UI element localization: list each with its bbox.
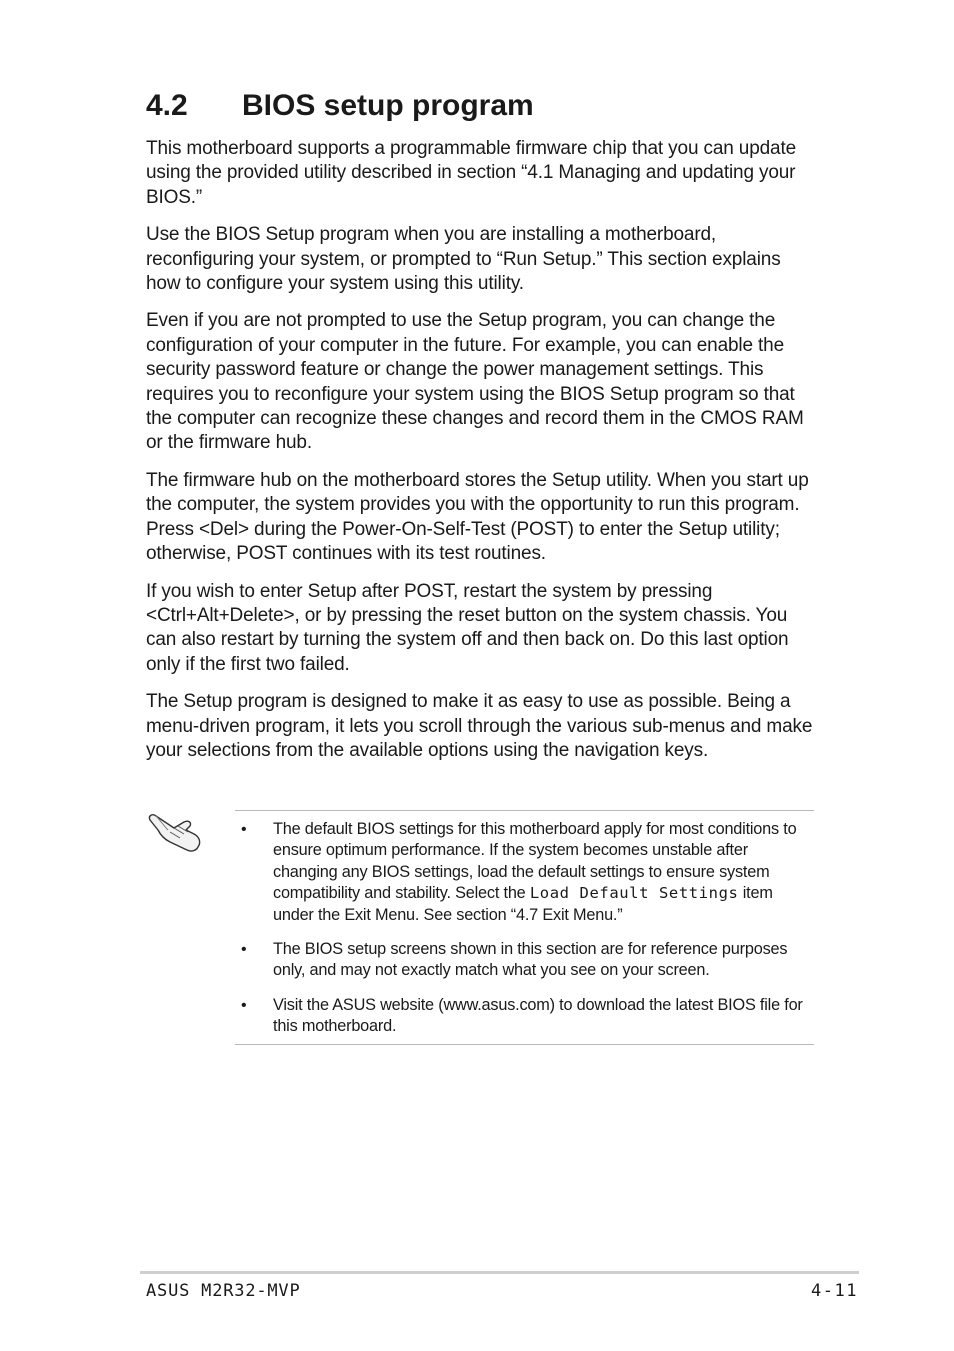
list-item: • Visit the ASUS website (www.asus.com) to download the latest BIOS file for this motherboard. bbox=[235, 995, 814, 1038]
note-content bbox=[235, 810, 814, 1045]
note-list bbox=[235, 819, 814, 1038]
note-block bbox=[140, 810, 816, 1090]
footer-divider bbox=[140, 1271, 859, 1274]
page-number: 4-11 bbox=[811, 1281, 858, 1301]
section-heading bbox=[146, 86, 534, 126]
paragraph: If you wish to enter Setup after POST, restart the system by pressing <Ctrl+Alt+Delete>, or by pressing the reset button on the system chassis. You can also restart by turning the system off and then back on. Do this last option only if the first two failed. bbox=[146, 580, 789, 675]
paragraph: Even if you are not prompted to use the Setup program, you can change the configuration of your computer in the future. For example, you can enable the security password feature or change the power management settings. This requires you to reconfigure your system using the BIOS Setup program so that the computer can recognize these changes and record them in the CMOS RAM or the firmware hub. bbox=[146, 310, 804, 454]
note-text: item under the Exit Menu. See section “4.7 Exit Menu.” bbox=[273, 884, 773, 924]
note-text: The default BIOS settings for this motherboard apply for most conditions to ensure optimum performance. If the system becomes unstable after changing any BIOS settings, load the default settings to ensure system compatibility and stability. Select the bbox=[273, 820, 797, 903]
footer-product: ASUS M2R32-MVP bbox=[146, 1281, 301, 1301]
menu-item-code: Load Default Settings bbox=[529, 884, 739, 903]
paragraph: The Setup program is designed to make it as easy to use as possible. Being a menu-driven program, it lets you scroll through the various sub-menus and make your selections from the available options using the navigation keys. bbox=[146, 691, 813, 761]
paragraph: Use the BIOS Setup program when you are installing a motherboard, reconfiguring your system, or prompted to “Run Setup.” This section explains how to configure your system using this utility. bbox=[146, 224, 781, 295]
paragraph: This motherboard supports a programmable firmware chip that you can update using the provided utility described in section “4.1 Managing and updating your BIOS.” bbox=[146, 138, 797, 208]
list-item: • The BIOS setup screens shown in this section are for reference purposes only, and may not exactly match what you see on your screen. bbox=[235, 939, 814, 982]
section-title: BIOS setup program bbox=[242, 89, 534, 122]
body-text bbox=[146, 137, 814, 776]
paragraph: The firmware hub on the motherboard stores the Setup utility. When you start up the computer, the system provides you with the opportunity to run this program. Press <Del> during the Power-On-Self-Test (POST) to enter the Setup utility; otherwise, POST continues with its test routines. bbox=[146, 469, 809, 565]
list-item bbox=[235, 819, 814, 926]
hand-pointing-icon bbox=[146, 810, 202, 854]
section-number: 4.2 bbox=[146, 89, 188, 122]
